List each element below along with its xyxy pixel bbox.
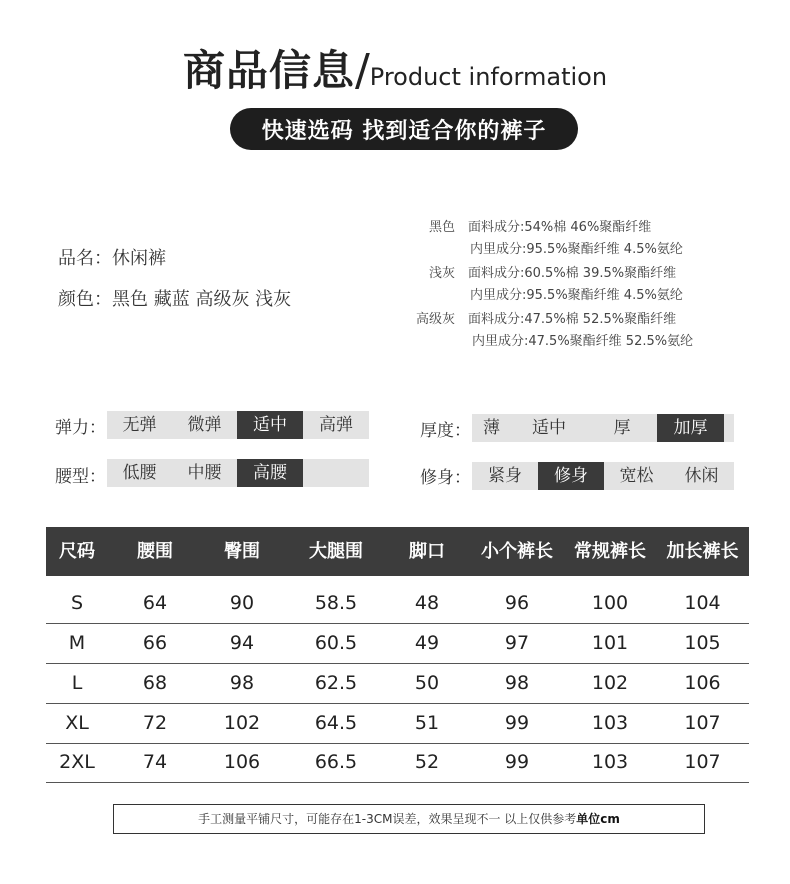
cell-length-petite: 99 <box>504 751 530 773</box>
note-unit: 单位cm <box>576 812 620 826</box>
thickness-option-medium: 适中 <box>532 418 566 438</box>
cell-length-petite: 97 <box>504 632 530 654</box>
cell-hem: 49 <box>414 632 440 654</box>
waist-scale <box>107 459 369 487</box>
note-text: 手工测量平铺尺寸，可能存在1-3CM误差，效果呈现不一 以上仅供参考 <box>198 812 577 826</box>
product-color-value: 黑色 藏蓝 高级灰 浅灰 <box>112 289 292 310</box>
cell-hip: 90 <box>229 592 255 614</box>
elasticity-option-slight: 微弹 <box>187 415 222 435</box>
comp-color-1: 黑色 <box>429 220 456 235</box>
header-length-regular: 常规裤长 <box>574 541 646 562</box>
cell-length-long: 105 <box>684 632 721 654</box>
thickness-label: 厚度： <box>420 421 471 441</box>
table-row <box>46 583 749 624</box>
cell-size: 2XL <box>59 751 95 773</box>
waist-label: 腰型： <box>55 467 106 487</box>
table-row <box>46 742 749 783</box>
elasticity-option-none: 无弹 <box>122 415 157 435</box>
comp-inner-2: 内里成分:95.5%聚酯纤维 4.5%氨纶 <box>470 288 683 303</box>
comp-color-3: 高级灰 <box>416 312 456 327</box>
cell-hip: 98 <box>229 672 255 694</box>
fit-option-slim: 修身 <box>538 462 604 490</box>
cell-hem: 50 <box>414 672 440 694</box>
cell-waist: 72 <box>142 712 168 734</box>
cell-hem: 48 <box>414 592 440 614</box>
header-hip: 臀围 <box>224 541 260 562</box>
waist-option-mid: 中腰 <box>187 463 222 483</box>
title-chinese: 商品信息 <box>182 46 355 95</box>
thickness-option-thin: 薄 <box>483 418 500 438</box>
elasticity-option-medium: 适中 <box>237 411 303 439</box>
cell-length-regular: 100 <box>591 592 629 614</box>
cell-hem: 52 <box>414 751 440 773</box>
cell-length-regular: 102 <box>591 672 629 694</box>
cell-hip: 102 <box>223 712 261 734</box>
header-hem: 脚口 <box>409 541 445 562</box>
comp-inner-1: 内里成分:95.5%聚酯纤维 4.5%氨纶 <box>470 242 683 257</box>
product-name <box>58 244 166 270</box>
cell-hem: 51 <box>414 712 440 734</box>
page-title <box>0 38 790 98</box>
thickness-option-thick: 厚 <box>613 418 631 438</box>
product-name-value: 休闲裤 <box>112 248 166 269</box>
table-row <box>46 623 749 664</box>
cell-thigh: 62.5 <box>314 672 358 694</box>
elasticity-scale <box>107 411 369 439</box>
cell-length-long: 107 <box>684 712 721 734</box>
comp-outer-3: 面料成分:47.5%棉 52.5%聚酯纤维 <box>468 312 677 327</box>
fit-label: 修身： <box>420 468 471 488</box>
waist-option-low: 低腰 <box>122 463 157 483</box>
table-row <box>46 663 749 704</box>
cell-length-petite: 99 <box>504 712 530 734</box>
header-length-petite: 小个裤长 <box>481 541 553 562</box>
title-slash: / <box>354 45 370 96</box>
size-table-header <box>46 527 749 576</box>
header-length-long: 加长裤长 <box>666 541 739 562</box>
cell-length-petite: 98 <box>504 672 530 694</box>
cell-thigh: 58.5 <box>314 592 358 614</box>
cell-size: XL <box>65 712 89 734</box>
comp-inner-3: 内里成分:47.5%聚酯纤维 52.5%氨纶 <box>472 334 694 349</box>
cell-hip: 106 <box>223 751 261 773</box>
cell-length-regular: 101 <box>591 632 629 654</box>
cell-length-long: 107 <box>684 751 721 773</box>
comp-outer-1: 面料成分:54%棉 46%聚酯纤维 <box>468 220 652 235</box>
comp-outer-2: 面料成分:60.5%棉 39.5%聚酯纤维 <box>468 266 677 281</box>
elasticity-option-high: 高弹 <box>319 415 353 435</box>
fit-scale <box>472 462 734 490</box>
cell-thigh: 64.5 <box>314 712 358 734</box>
header-thigh: 大腿围 <box>309 541 363 562</box>
cell-length-regular: 103 <box>591 751 629 773</box>
tagline-pill: 快速选码 找到适合你的裤子 <box>230 108 578 150</box>
cell-size: S <box>70 592 84 614</box>
comp-color-2: 浅灰 <box>429 266 456 281</box>
cell-waist: 64 <box>142 592 168 614</box>
elasticity-label: 弹力： <box>55 418 106 438</box>
product-colors <box>58 285 291 311</box>
cell-size: L <box>71 672 83 694</box>
fit-option-loose: 宽松 <box>619 466 654 486</box>
cell-length-petite: 96 <box>504 592 530 614</box>
cell-waist: 74 <box>142 751 168 773</box>
cell-thigh: 66.5 <box>314 751 358 773</box>
product-color-label: 颜色： <box>58 289 112 310</box>
fit-option-casual: 休闲 <box>684 466 719 486</box>
cell-thigh: 60.5 <box>314 632 358 654</box>
fit-option-tight: 紧身 <box>488 466 522 486</box>
waist-option-high: 高腰 <box>237 459 303 487</box>
product-name-label: 品名： <box>58 248 112 269</box>
cell-hip: 94 <box>229 632 255 654</box>
cell-waist: 66 <box>142 632 168 654</box>
cell-waist: 68 <box>142 672 168 694</box>
thickness-scale <box>472 414 734 442</box>
table-row <box>46 703 749 744</box>
cell-length-long: 104 <box>684 592 721 614</box>
cell-size: M <box>68 632 86 654</box>
header-size: 尺码 <box>59 541 95 562</box>
cell-length-long: 106 <box>684 672 721 694</box>
thickness-option-extra-thick: 加厚 <box>657 414 724 442</box>
cell-length-regular: 103 <box>591 712 629 734</box>
title-english: Product information <box>369 63 608 91</box>
waist-option-empty <box>303 459 369 487</box>
header-waist: 腰围 <box>137 541 173 562</box>
measurement-note <box>113 804 705 834</box>
